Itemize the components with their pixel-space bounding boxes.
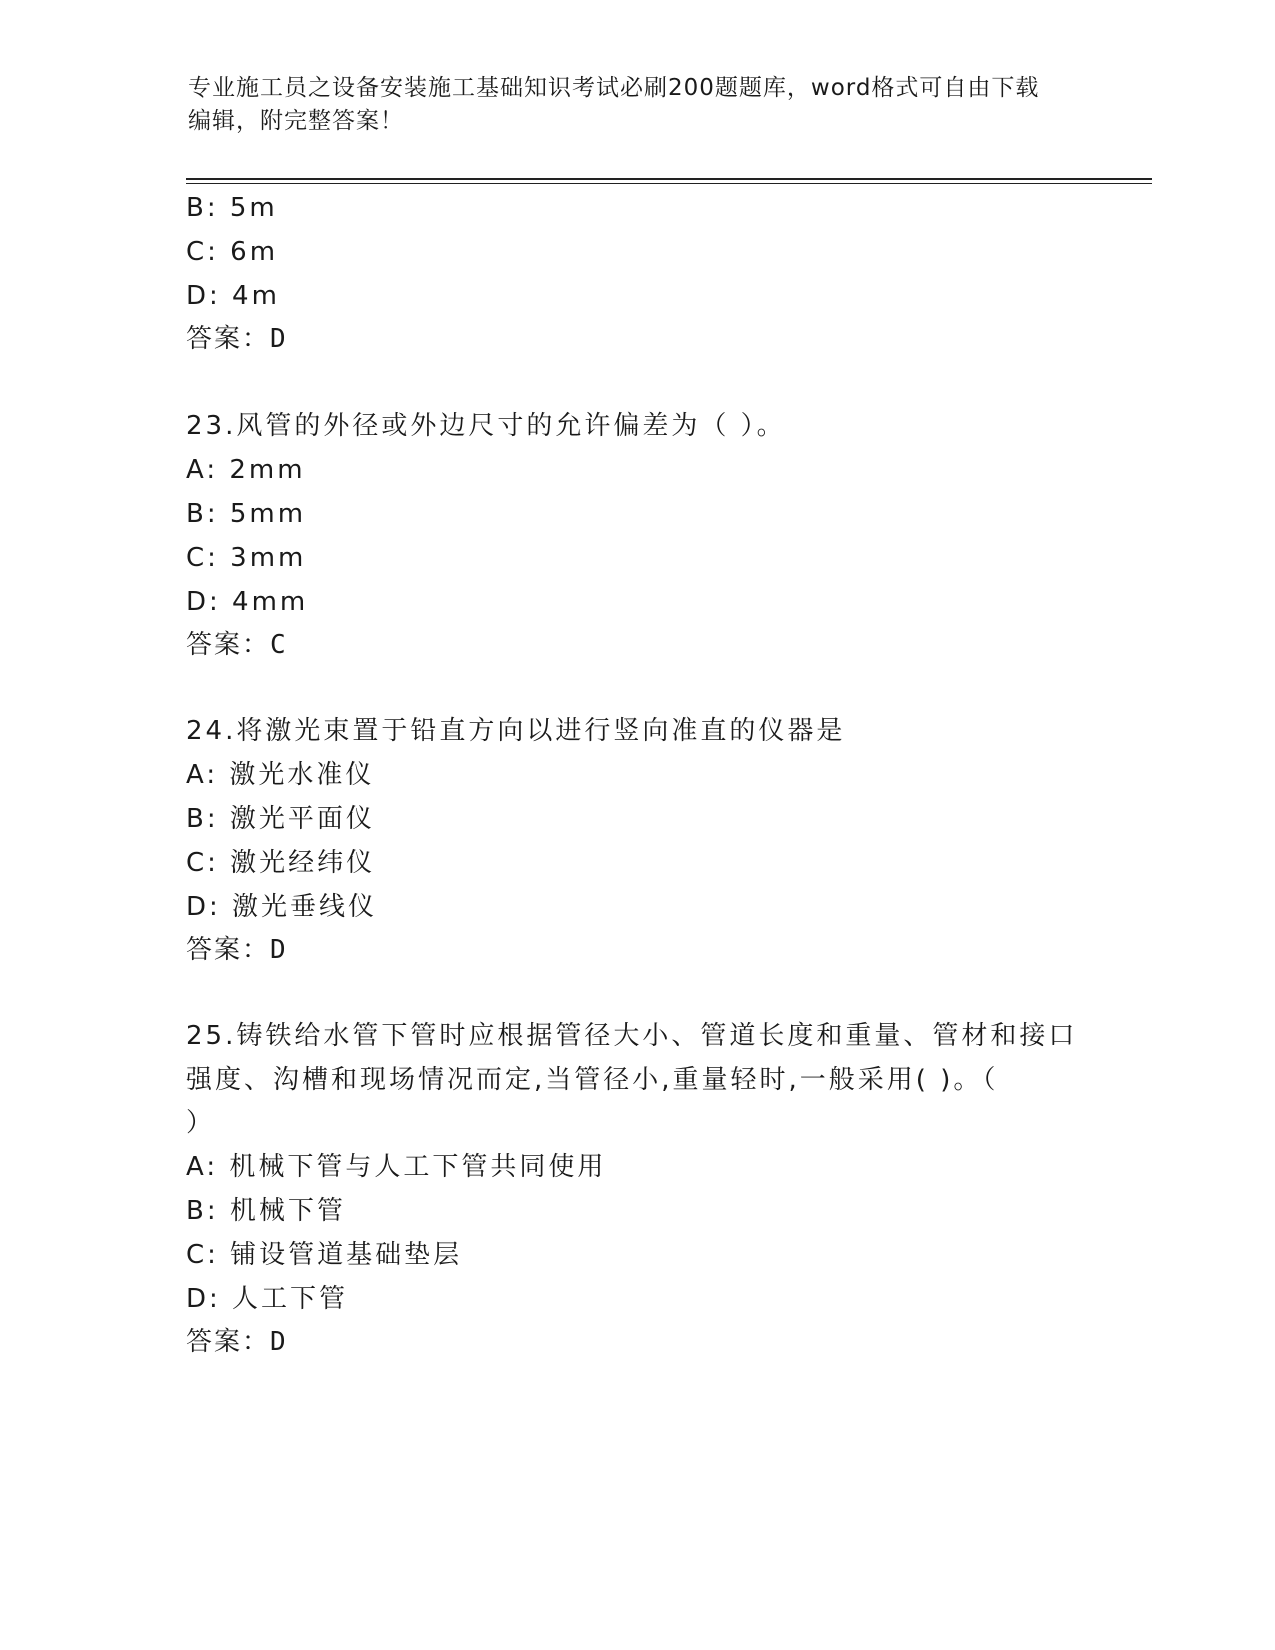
header-rule-thin: [186, 183, 1152, 184]
q24-option-a: A: 激光水准仪: [186, 760, 375, 790]
q23-question: 23.风管的外径或外边尺寸的允许偏差为（ ）。: [186, 411, 786, 441]
header-title-line-2: 编辑，附完整答案！: [188, 108, 404, 134]
q25-option-b: B: 机械下管: [186, 1196, 346, 1226]
q22-option-d: D: 4m: [186, 281, 280, 311]
q25-option-a: A: 机械下管与人工下管共同使用: [186, 1152, 607, 1182]
q24-option-c: C: 激光经纬仪: [186, 848, 376, 878]
q25-answer: [186, 1325, 288, 1359]
q22-option-b: B: 5m: [186, 193, 278, 223]
page-header: [188, 72, 1068, 138]
q22-answer-value: D: [270, 324, 288, 354]
q25-answer-value: D: [270, 1327, 288, 1357]
q24-option-b: B: 激光平面仪: [186, 804, 375, 834]
q24-option-d: D: 激光垂线仪: [186, 892, 378, 922]
q24-answer-value: D: [270, 935, 288, 965]
q25-question-line-3: ）: [186, 1108, 216, 1138]
q23-option-d: D: 4mm: [186, 587, 309, 617]
q22-option-c: C: 6m: [186, 237, 279, 267]
q23-answer-label: 答案：: [186, 630, 271, 660]
q22-answer: [186, 322, 288, 356]
q24-answer-label: 答案：: [186, 935, 271, 965]
q24-answer: [186, 933, 288, 967]
header-rule-thick: [186, 178, 1152, 180]
q25-question-line-1: 25.铸铁给水管下管时应根据管径大小、管道长度和重量、管材和接口: [186, 1021, 1078, 1051]
q25-option-d: D: 人工下管: [186, 1284, 349, 1314]
q23-option-a: A: 2mm: [186, 455, 306, 485]
q25-answer-label: 答案：: [186, 1327, 271, 1357]
q23-answer-value: C: [270, 630, 288, 660]
q23-option-b: B: 5mm: [186, 499, 307, 529]
header-title-line-1: 专业施工员之设备安装施工基础知识考试必刷200题题库，word格式可自由下载: [188, 75, 1040, 101]
q25-option-c: C: 铺设管道基础垫层: [186, 1240, 463, 1270]
q22-answer-label: 答案：: [186, 324, 271, 354]
q25-question-line-2: 强度、沟槽和现场情况而定,当管径小,重量轻时,一般采用( )。（: [186, 1065, 999, 1095]
q23-answer: [186, 628, 288, 662]
q24-question: 24.将激光束置于铅直方向以进行竖向准直的仪器是: [186, 716, 846, 746]
q23-option-c: C: 3mm: [186, 543, 307, 573]
